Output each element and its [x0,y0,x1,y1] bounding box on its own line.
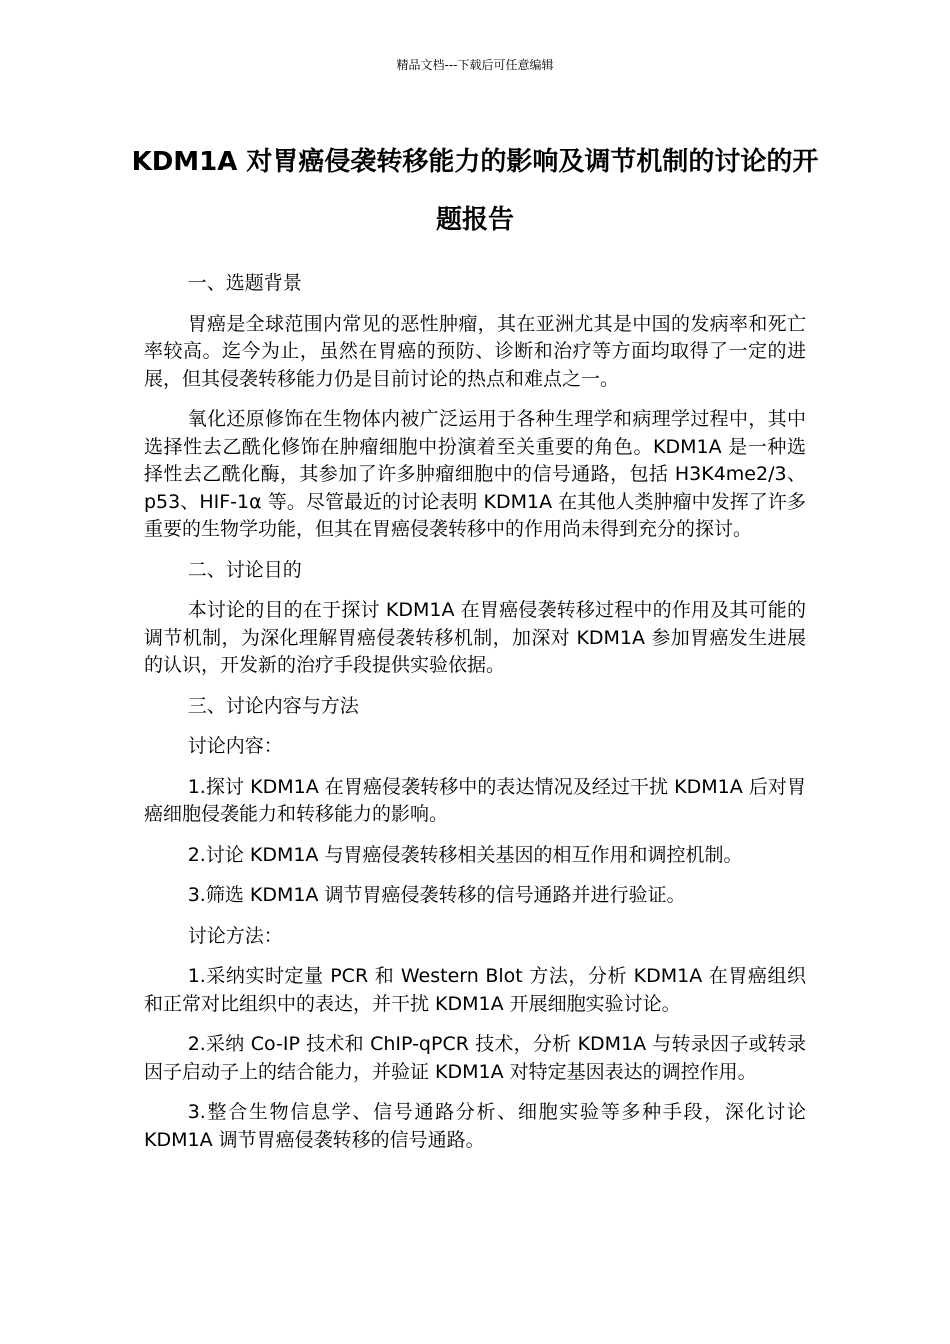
paragraph: 胃癌是全球范围内常见的恶性肿瘤，其在亚洲尤其是中国的发病率和死亡率较高。迄今为止，虽然在胃癌的预防、诊断和治疗等方面均取得了一定的进展，但其侵袭转移能力仍是目前讨论的热点和难点之一。 [144,312,806,390]
subheading-content: 讨论内容： [187,735,283,757]
list-item: 1.采纳实时定量 PCR 和 Western Blot 方法，分析 KDM1A 在胃癌组织和正常对比组织中的表达，并干扰 KDM1A 开展细胞实验讨论。 [144,965,806,1015]
document-body [144,270,806,1167]
list-item: 1.探讨 KDM1A 在胃癌侵袭转移中的表达情况及经过干扰 KDM1A 后对胃癌细胞侵袭能力和转移能力的影响。 [144,775,806,825]
document-title: KDM1A 对胃癌侵袭转移能力的影响及调节机制的讨论的开题报告 [131,147,819,235]
paragraph: 本讨论的目的在于探讨 KDM1A 在胃癌侵袭转移过程中的作用及其可能的调节机制，为深化理解胃癌侵袭转移机制，加深对 KDM1A 参加胃癌发生进展的认识，开发新的治疗手段提供实验依据。 [144,599,806,676]
section-heading-content-methods: 三、讨论内容与方法 [187,694,359,717]
paragraph: 氧化还原修饰在生物体内被广泛运用于各种生理学和病理学过程中，其中选择性去乙酰化修饰在肿瘤细胞中扮演着至关重要的角色。KDM1A 是一种选择性去乙酰化酶，其参加了许多肿瘤细胞中的信号通路，包括 H3K4me2/3、p53、HIF-1α 等。尽管最近的讨论表明 KDM1A 在其他人类肿瘤中发挥了许多重要的生物学功能，但其在胃癌侵袭转移中的作用尚未得到充分的探讨。 [144,408,806,540]
section-heading-purpose: 二、讨论目的 [187,558,302,581]
header-note: 精品文档---下载后可任意编辑 [396,58,554,72]
section-heading-background: 一、选题背景 [187,272,302,294]
list-item: 3.整合生物信息学、信号通路分析、细胞实验等多种手段，深化讨论 KDM1A 调节胃癌侵袭转移的信号通路。 [144,1101,806,1151]
list-item: 2.采纳 Co-IP 技术和 ChIP-qPCR 技术，分析 KDM1A 与转录因子或转录因子启动子上的结合能力，并验证 KDM1A 对特定基因表达的调控作用。 [144,1033,806,1083]
list-item: 3.筛选 KDM1A 调节胃癌侵袭转移的信号通路并进行验证。 [187,884,686,906]
subheading-methods: 讨论方法： [187,924,283,947]
list-item: 2.讨论 KDM1A 与胃癌侵袭转移相关基因的相互作用和调控机制。 [187,843,743,866]
